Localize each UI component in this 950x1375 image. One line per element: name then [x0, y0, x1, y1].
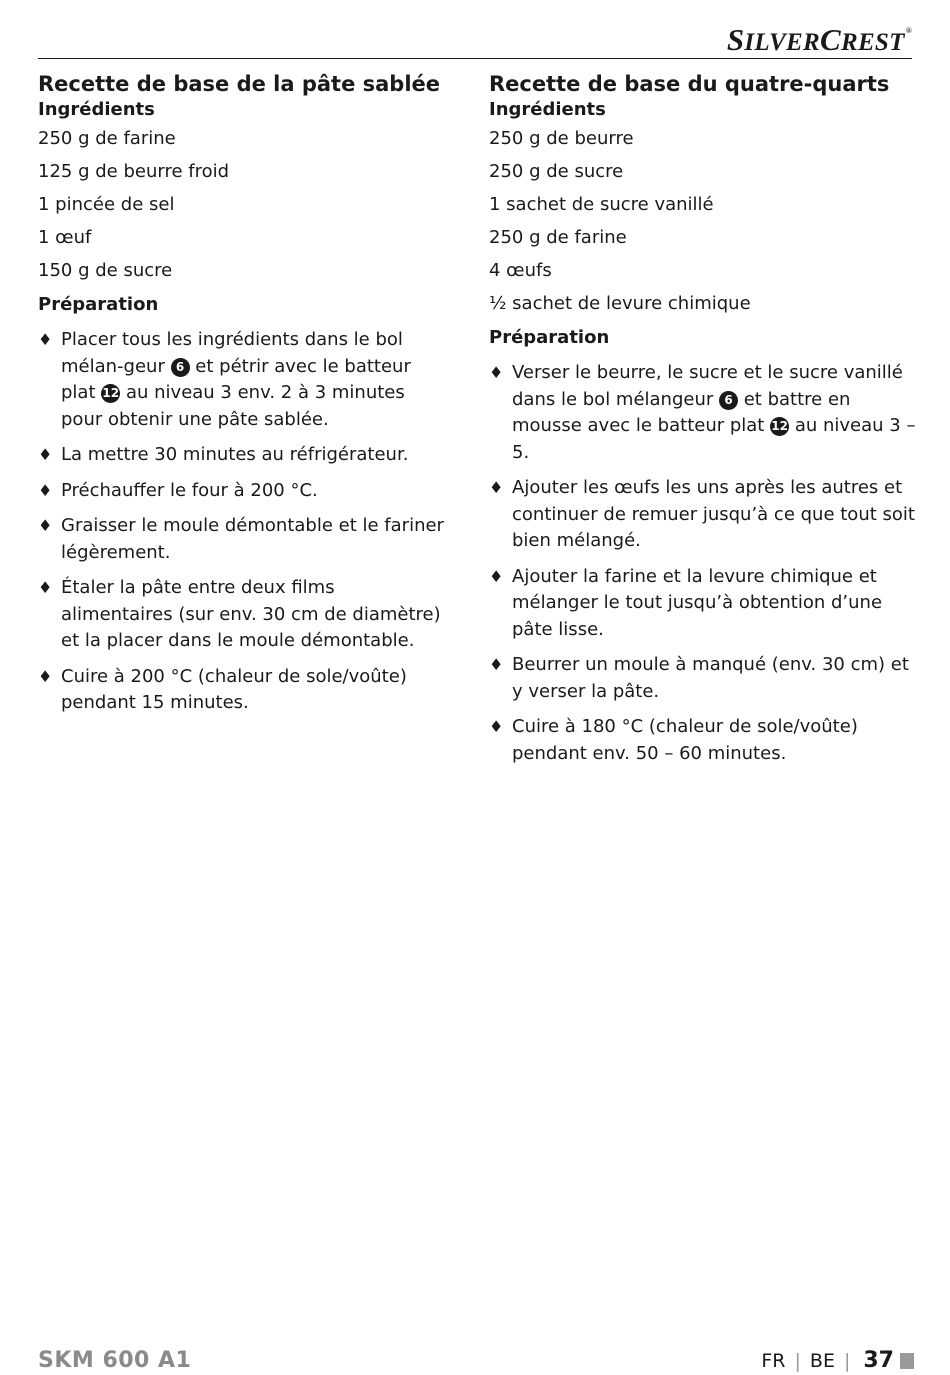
part-number-badge: 12	[101, 384, 120, 403]
right-ingredient-list	[489, 122, 917, 320]
diamond-bullet-icon: ♦	[489, 566, 504, 586]
step-text: Préchauffer le four à 200 °C.	[61, 479, 318, 501]
diamond-bullet-icon: ♦	[38, 330, 53, 349]
diamond-bullet-icon: ♦	[38, 516, 53, 535]
brand-logo	[727, 22, 912, 58]
right-ingredients-title: Ingrédients	[489, 99, 606, 120]
step-item	[38, 327, 450, 433]
step-item	[489, 475, 917, 555]
footer-page-info	[761, 1348, 914, 1373]
step-text: Ajouter les œufs les uns après les autres et continuer de remuer jusqu’à ce que tout soit bien mélangé.	[512, 477, 915, 551]
footer-model: SKM 600 A1	[38, 1348, 192, 1373]
page-marker-square	[900, 1353, 914, 1369]
ingredient-item: 125 g de beurre froid	[38, 161, 230, 182]
ingredient-item: 1 sachet de sucre vanillé	[489, 194, 714, 215]
ingredient-item: 250 g de sucre	[489, 161, 624, 182]
left-ingredient-list	[38, 122, 450, 287]
logo-text-ilver: ILVER	[744, 29, 820, 56]
step-text: Ajouter la farine et la levure chimique et mélanger le tout jusqu’à obtention d’une pâte lisse.	[512, 565, 883, 640]
logo-registered-mark: ®	[905, 26, 912, 35]
footer-separator: |	[794, 1349, 801, 1372]
right-column	[489, 70, 917, 776]
ingredient-item: ½ sachet de levure chimique	[489, 293, 751, 314]
diamond-bullet-icon: ♦	[38, 578, 53, 597]
step-item	[38, 513, 450, 566]
ingredient-item: 250 g de beurre	[489, 128, 634, 149]
step-text: et pétrir avec le batteur plat	[61, 355, 411, 403]
right-steps-list	[489, 360, 917, 767]
step-item	[489, 714, 917, 767]
ingredient-item: 1 pincée de sel	[38, 194, 175, 215]
diamond-bullet-icon: ♦	[489, 655, 504, 674]
step-item	[489, 564, 917, 644]
left-ingredients-title: Ingrédients	[38, 99, 155, 120]
ingredient-item: 250 g de farine	[38, 128, 176, 149]
step-item	[489, 360, 917, 466]
step-text: et battre en mousse avec le batteur plat	[512, 388, 851, 436]
ingredient-item: 1 œuf	[38, 227, 92, 248]
step-item	[38, 478, 450, 505]
footer-separator: |	[843, 1349, 851, 1372]
right-preparation-title: Préparation	[489, 327, 610, 348]
logo-text-rest: REST	[840, 29, 905, 56]
step-text: La mettre 30 minutes au réfrigérateur.	[61, 444, 409, 465]
step-item	[489, 652, 917, 705]
logo-letter-c: C	[820, 22, 841, 57]
diamond-bullet-icon: ♦	[38, 445, 53, 464]
part-number-badge: 6	[719, 391, 738, 410]
step-text: Étaler la pâte entre deux films alimentaires (sur env. 30 cm de diamètre) et la placer dans le moule démontable.	[61, 577, 441, 651]
ingredient-item: 4 œufs	[489, 260, 552, 281]
footer-lang-fr: FR	[761, 1349, 786, 1372]
header-rule	[38, 58, 912, 59]
diamond-bullet-icon: ♦	[489, 363, 504, 382]
left-preparation-title: Préparation	[38, 294, 159, 315]
part-number-badge: 12	[770, 417, 789, 436]
step-text: Cuire à 180 °C (chaleur de sole/voûte) pendant env. 50 – 60 minutes.	[512, 716, 858, 764]
diamond-bullet-icon: ♦	[489, 717, 504, 736]
left-steps-list	[38, 327, 450, 717]
diamond-bullet-icon: ♦	[489, 478, 504, 497]
diamond-bullet-icon: ♦	[38, 666, 53, 686]
step-text: Beurrer un moule à manqué (env. 30 cm) et y verser la pâte.	[512, 654, 909, 702]
part-number-badge: 6	[171, 358, 190, 377]
step-item	[38, 664, 450, 717]
left-recipe-title: Recette de base de la pâte sablée	[38, 72, 441, 96]
footer-lang-be: BE	[809, 1349, 835, 1372]
logo-letter-s: S	[726, 22, 745, 57]
ingredient-item: 150 g de sucre	[38, 260, 173, 281]
ingredient-item: 250 g de farine	[489, 227, 627, 248]
left-column	[38, 70, 450, 726]
step-text: Verser le beurre, le sucre et le sucre vanillé dans le bol mélangeur	[512, 362, 903, 410]
page-number: 37	[863, 1348, 894, 1373]
right-recipe-title: Recette de base du quatre-quarts	[489, 72, 890, 96]
step-item	[38, 575, 450, 655]
step-text: Graisser le moule démontable et le fariner légèrement.	[61, 515, 444, 563]
step-item	[38, 442, 450, 469]
step-text: au niveau 3 env. 2 à 3 minutes pour obtenir une pâte sablée.	[61, 382, 405, 430]
step-text: Placer tous les ingrédients dans le bol mélan-geur	[61, 329, 403, 377]
step-text: Cuire à 200 °C (chaleur de sole/voûte) pendant 15 minutes.	[61, 665, 407, 713]
step-text: au niveau 3 – 5.	[512, 415, 916, 463]
diamond-bullet-icon: ♦	[38, 480, 53, 500]
